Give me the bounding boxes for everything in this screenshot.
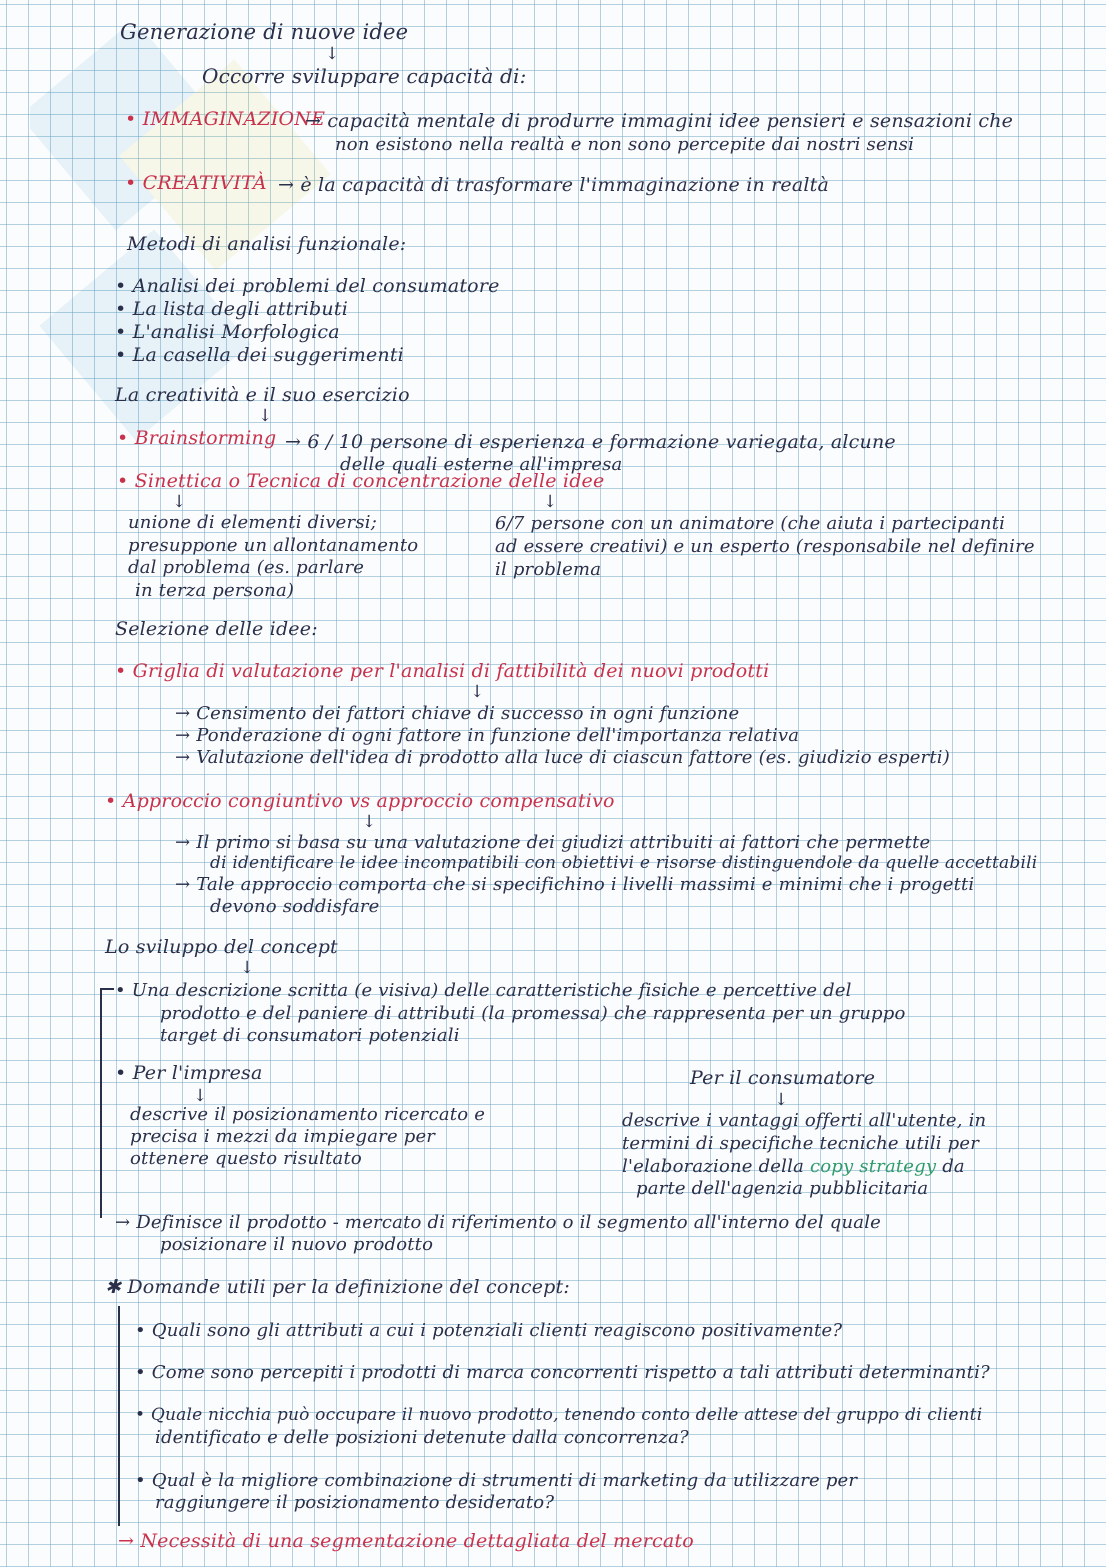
domanda-item: • Qual è la migliore combinazione di strumenti di marketing da utilizzare per <box>135 1470 858 1491</box>
sinettica-right-line: 6/7 persone con un animatore (che aiuta i partecipanti <box>495 513 1006 534</box>
consumatore-line: parte dell'agenzia pubblicitaria <box>636 1178 929 1199</box>
per-consumatore: Per il consumatore <box>690 1067 876 1089</box>
definisce-line: → Definisce il prodotto - mercato di riferimento o il segmento all'interno del quale <box>115 1212 882 1233</box>
domanda-item: • Quale nicchia può occupare il nuovo prodotto, tenendo conto delle attese del gruppo di clienti <box>135 1405 983 1425</box>
impresa-line: ottenere questo risultato <box>130 1148 362 1169</box>
metodi-item: • La lista degli attributi <box>115 298 348 320</box>
griglia-item: → Valutazione dell'idea di prodotto alla luce di ciascun fattore (es. giudizio esperti) <box>175 747 950 768</box>
metodi-title: Metodi di analisi funzionale: <box>127 233 407 255</box>
concept-line: prodotto e del paniere di attributi (la promessa) che rappresenta per un gruppo <box>160 1003 906 1024</box>
sinettica-left-line: in terza persona) <box>135 580 295 601</box>
sinettica-left-line: presuppone un allontanamento <box>128 535 419 556</box>
immaginazione-label: • IMMAGINAZIONE <box>125 108 326 130</box>
down-arrow-icon: ↓ <box>470 682 485 702</box>
sviluppo-title: Lo sviluppo del concept <box>105 936 338 958</box>
sinettica-left-line: dal problema (es. parlare <box>128 557 365 578</box>
impresa-line: descrive il posizionamento ricercato e <box>130 1104 486 1125</box>
sinettica-right-line: il problema <box>495 559 602 580</box>
creativita-text: → è la capacità di trasformare l'immaginazione in realtà <box>278 174 830 196</box>
copy-strategy: copy strategy <box>809 1156 937 1177</box>
metodi-item: • La casella dei suggerimenti <box>115 344 404 366</box>
griglia-item: → Ponderazione di ogni fattore in funzione dell'importanza relativa <box>175 725 800 746</box>
metodi-item: • Analisi dei problemi del consumatore <box>115 275 500 297</box>
down-arrow-icon: ↓ <box>240 958 255 978</box>
brainstorming-label: • Brainstorming <box>117 427 277 449</box>
impresa-line: precisa i mezzi da impiegare per <box>130 1126 436 1147</box>
approccio-item: di identificare le idee incompatibili con obiettivi e risorse distinguendole da quelle accettabili <box>210 853 1038 873</box>
copy-strategy-da: da <box>942 1156 965 1177</box>
definisce-line: posizionare il nuovo prodotto <box>160 1234 434 1255</box>
domande-title: ✱ Domande utili per la definizione del concept: <box>105 1276 570 1298</box>
brainstorming-text-2: delle quali esterne all'impresa <box>340 454 623 475</box>
concept-bracket <box>100 988 114 1218</box>
selezione-title: Selezione delle idee: <box>115 618 318 640</box>
down-arrow-icon: ↓ <box>258 406 273 426</box>
approccio-item: → Tale approccio comporta che si specifichino i livelli massimi e minimi che i progetti <box>175 874 975 895</box>
creativita-label: • CREATIVITÀ <box>125 172 267 194</box>
creativita-title: La creatività e il suo esercizio <box>115 384 410 406</box>
approccio-item: → Il primo si basa su una valutazione dei giudizi attribuiti ai fattori che permette <box>175 832 931 853</box>
down-arrow-icon: ↓ <box>325 44 340 64</box>
domanda-item: • Quali sono gli attributi a cui i potenziali clienti reagiscono positivamente? <box>135 1320 843 1341</box>
down-arrow-icon: ↓ <box>193 1086 208 1106</box>
immaginazione-text: → capacità mentale di produrre immagini idee pensieri e sensazioni che <box>305 110 1014 132</box>
down-arrow-icon: ↓ <box>543 492 558 512</box>
griglia-label: • Griglia di valutazione per l'analisi di fattibilità dei nuovi prodotti <box>115 660 770 682</box>
griglia-item: → Censimento dei fattori chiave di successo in ogni funzione <box>175 703 740 724</box>
consumatore-line: termini di specifiche tecniche utili per <box>622 1133 980 1154</box>
sinettica-left-line: unione di elementi diversi; <box>128 512 377 533</box>
domanda-item: raggiungere il posizionamento desiderato? <box>155 1492 555 1513</box>
concept-line: • Una descrizione scritta (e visiva) delle caratteristiche fisiche e percettive del <box>115 980 852 1001</box>
down-arrow-icon: ↓ <box>774 1090 789 1110</box>
domande-bracket <box>118 1306 130 1526</box>
per-impresa: • Per l'impresa <box>115 1062 263 1084</box>
brainstorming-text: → 6 / 10 persone di esperienza e formazione variegata, alcune <box>285 431 896 453</box>
down-arrow-icon: ↓ <box>362 812 377 832</box>
concept-line: target di consumatori potenziali <box>160 1025 460 1046</box>
consumatore-line: descrive i vantaggi offerti all'utente, in <box>622 1110 987 1131</box>
domanda-item: identificato e delle posizioni detenute dalla concorrenza? <box>155 1427 689 1448</box>
necessita-line: → Necessità di una segmentazione dettagliata del mercato <box>118 1530 694 1552</box>
domanda-item: • Come sono percepiti i prodotti di marca concorrenti rispetto a tali attributi determinanti? <box>135 1362 990 1383</box>
sinettica-label: • Sinettica o Tecnica di concentrazione delle idee <box>117 470 605 492</box>
sinettica-right-line: ad essere creativi) e un esperto (responsabile nel definire <box>495 536 1035 557</box>
approccio-label: • Approccio congiuntivo vs approccio compensativo <box>105 790 615 812</box>
consumatore-line-text: l'elaborazione della <box>622 1156 805 1177</box>
subtitle: Occorre sviluppare capacità di: <box>202 64 527 88</box>
immaginazione-text-2: non esistono nella realtà e non sono percepite dai nostri sensi <box>335 134 915 155</box>
approccio-item: devono soddisfare <box>210 896 380 917</box>
consumatore-line <box>622 1156 965 1177</box>
page-title: Generazione di nuove idee <box>120 20 409 44</box>
metodi-item: • L'analisi Morfologica <box>115 321 340 343</box>
down-arrow-icon: ↓ <box>172 492 187 512</box>
